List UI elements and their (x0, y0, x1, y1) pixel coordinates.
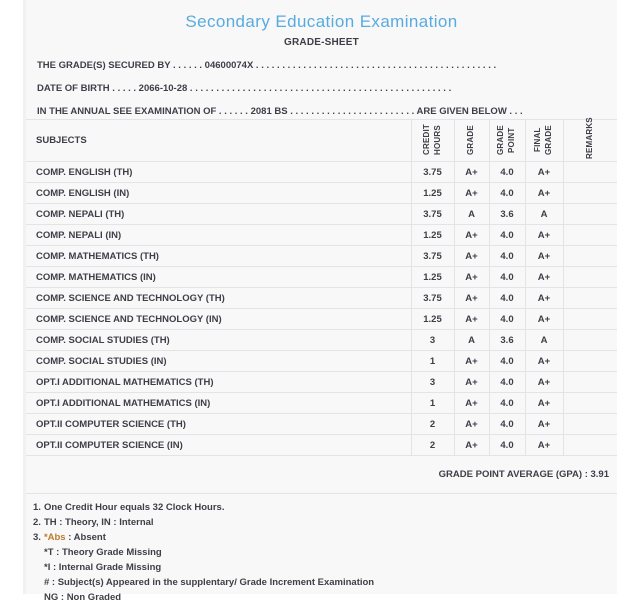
remarks-cell (563, 225, 617, 246)
footnote-line (33, 533, 617, 543)
credit-hours-cell: 2 (411, 435, 454, 456)
gradesheet-card (23, 0, 617, 603)
credit-hours-cell: 3.75 (411, 162, 454, 183)
column-header-remarks: REMARKS (563, 120, 617, 162)
grade-cell: A+ (454, 267, 489, 288)
credit-hours-cell: 1 (411, 351, 454, 372)
table-row (26, 351, 617, 372)
footnote-line (33, 563, 617, 573)
credit-hours-cell: 1.25 (411, 225, 454, 246)
grade-point-cell: 4.0 (489, 288, 525, 309)
subject-cell: OPT.II COMPUTER SCIENCE (IN) (26, 435, 411, 456)
final-grade-cell: A+ (525, 393, 563, 414)
grade-point-cell: 4.0 (489, 162, 525, 183)
remarks-cell (563, 267, 617, 288)
remarks-cell (563, 204, 617, 225)
info-line-date-of-birth: DATE OF BIRTH . . . . . 2066-10-28 . . . . . . . . . . . . . . . . . . . . . . . . . . . . . . . . . . . . . . . . . . . . . . . . . . (37, 83, 452, 94)
final-grade-cell: A+ (525, 267, 563, 288)
grade-cell: A+ (454, 162, 489, 183)
credit-hours-cell: 3 (411, 330, 454, 351)
final-grade-cell: A+ (525, 414, 563, 435)
remarks-cell (563, 288, 617, 309)
subject-cell: COMP. SCIENCE AND TECHNOLOGY (TH) (26, 288, 411, 309)
footnote-text: NG : Non Graded (44, 592, 122, 603)
footnote-line (33, 548, 617, 558)
table-row (26, 204, 617, 225)
gradesheet-subtitle: GRADE-SHEET (284, 37, 359, 48)
credit-hours-cell: 1.25 (411, 309, 454, 330)
credit-hours-cell: 3 (411, 372, 454, 393)
footnote-marker: 2. (33, 517, 41, 528)
gpa-summary: GRADE POINT AVERAGE (GPA) : 3.91 (26, 456, 617, 494)
final-grade-cell: A+ (525, 351, 563, 372)
subject-cell: COMP. SOCIAL STUDIES (TH) (26, 330, 411, 351)
remarks-cell (563, 435, 617, 456)
final-grade-cell: A (525, 330, 563, 351)
footnote-text: # : Subject(s) Appeared in the supplentary/ Grade Increment Examination (44, 577, 375, 588)
subject-cell: COMP. MATHEMATICS (IN) (26, 267, 411, 288)
credit-hours-cell: 3.75 (411, 204, 454, 225)
table-row (26, 414, 617, 435)
grade-cell: A+ (454, 246, 489, 267)
credit-hours-cell: 3.75 (411, 288, 454, 309)
grade-point-cell: 4.0 (489, 225, 525, 246)
grade-cell: A (454, 330, 489, 351)
grade-cell: A (454, 204, 489, 225)
subject-cell: OPT.I ADDITIONAL MATHEMATICS (IN) (26, 393, 411, 414)
grade-cell: A+ (454, 351, 489, 372)
final-grade-cell: A+ (525, 225, 563, 246)
remarks-cell (563, 372, 617, 393)
footnote-line (33, 503, 617, 513)
subject-cell: COMP. MATHEMATICS (TH) (26, 246, 411, 267)
grade-point-cell: 4.0 (489, 267, 525, 288)
final-grade-cell: A+ (525, 183, 563, 204)
credit-hours-cell: 1.25 (411, 267, 454, 288)
grade-point-cell: 4.0 (489, 309, 525, 330)
column-header-grade: GRADE (454, 120, 489, 162)
remarks-cell (563, 183, 617, 204)
footnote-marker: 3. (33, 532, 41, 543)
grade-point-cell: 3.6 (489, 204, 525, 225)
footnote-line (33, 578, 617, 588)
subject-cell: COMP. NEPALI (IN) (26, 225, 411, 246)
final-grade-cell: A+ (525, 246, 563, 267)
grade-point-cell: 4.0 (489, 246, 525, 267)
grade-point-cell: 4.0 (489, 351, 525, 372)
remarks-cell (563, 162, 617, 183)
remarks-cell (563, 393, 617, 414)
grade-point-cell: 4.0 (489, 414, 525, 435)
grade-point-cell: 4.0 (489, 183, 525, 204)
grade-cell: A+ (454, 414, 489, 435)
grade-cell: A+ (454, 372, 489, 393)
table-row (26, 435, 617, 456)
subject-cell: COMP. SOCIAL STUDIES (IN) (26, 351, 411, 372)
grades-table-body (26, 162, 617, 456)
remarks-cell (563, 246, 617, 267)
column-header-final-grade: FINAL GRADE (525, 120, 563, 162)
final-grade-cell: A+ (525, 162, 563, 183)
grades-table-header (26, 116, 617, 162)
grade-cell: A+ (454, 435, 489, 456)
subject-cell: COMP. ENGLISH (IN) (26, 183, 411, 204)
credit-hours-cell: 1 (411, 393, 454, 414)
table-row (26, 393, 617, 414)
grade-point-cell: 4.0 (489, 435, 525, 456)
page-title: Secondary Education Examination (185, 12, 458, 31)
table-row (26, 246, 617, 267)
footnote-text: *T : Theory Grade Missing (44, 547, 162, 558)
remarks-cell (563, 351, 617, 372)
footnote-text: One Credit Hour equals 32 Clock Hours. (43, 502, 225, 513)
credit-hours-cell: 2 (411, 414, 454, 435)
column-header-grade-point: GRADE POINT (489, 120, 525, 162)
footnotes (26, 503, 617, 603)
info-line-secured-by: THE GRADE(S) SECURED BY . . . . . . 04600074X . . . . . . . . . . . . . . . . . . . . . . . . . . . . . . . . . . . . . . . . . . . . . . (37, 60, 497, 71)
grade-point-cell: 3.6 (489, 330, 525, 351)
grade-cell: A+ (454, 288, 489, 309)
table-row (26, 183, 617, 204)
subject-cell: COMP. SCIENCE AND TECHNOLOGY (IN) (26, 309, 411, 330)
final-grade-cell: A+ (525, 309, 563, 330)
remarks-cell (563, 309, 617, 330)
footnote-text: TH : Theory, IN : Internal (43, 517, 154, 528)
table-row (26, 267, 617, 288)
footnote-accent: *Abs (43, 532, 66, 543)
grades-table (26, 116, 617, 456)
grade-cell: A+ (454, 225, 489, 246)
grade-cell: A+ (454, 309, 489, 330)
info-line-examination-of: IN THE ANNUAL SEE EXAMINATION OF . . . . . . 2081 BS . . . . . . . . . . . . . . . . . . . . . . . . ARE GIVEN BELOW . . . (37, 106, 523, 117)
column-header-subjects: SUBJECTS (26, 120, 411, 162)
final-grade-cell: A (525, 204, 563, 225)
footnote-line (33, 593, 617, 603)
table-row (26, 225, 617, 246)
credit-hours-cell: 1.25 (411, 183, 454, 204)
footnote-line (33, 518, 617, 528)
table-row (26, 162, 617, 183)
table-row (26, 288, 617, 309)
grade-point-cell: 4.0 (489, 393, 525, 414)
subject-cell: COMP. ENGLISH (TH) (26, 162, 411, 183)
subject-cell: OPT.I ADDITIONAL MATHEMATICS (TH) (26, 372, 411, 393)
final-grade-cell: A+ (525, 435, 563, 456)
footnote-text: : Absent (65, 532, 106, 543)
subject-cell: COMP. NEPALI (TH) (26, 204, 411, 225)
grade-cell: A+ (454, 393, 489, 414)
grade-point-cell: 4.0 (489, 372, 525, 393)
grade-cell: A+ (454, 183, 489, 204)
credit-hours-cell: 3.75 (411, 246, 454, 267)
subject-cell: OPT.II COMPUTER SCIENCE (TH) (26, 414, 411, 435)
footnote-marker: 1. (33, 502, 41, 513)
table-row (26, 309, 617, 330)
final-grade-cell: A+ (525, 288, 563, 309)
table-row (26, 372, 617, 393)
footnote-text: *I : Internal Grade Missing (44, 562, 162, 573)
final-grade-cell: A+ (525, 372, 563, 393)
table-row (26, 330, 617, 351)
remarks-cell (563, 414, 617, 435)
remarks-cell (563, 330, 617, 351)
column-header-credit-hours: CREDIT HOURS (411, 120, 454, 162)
